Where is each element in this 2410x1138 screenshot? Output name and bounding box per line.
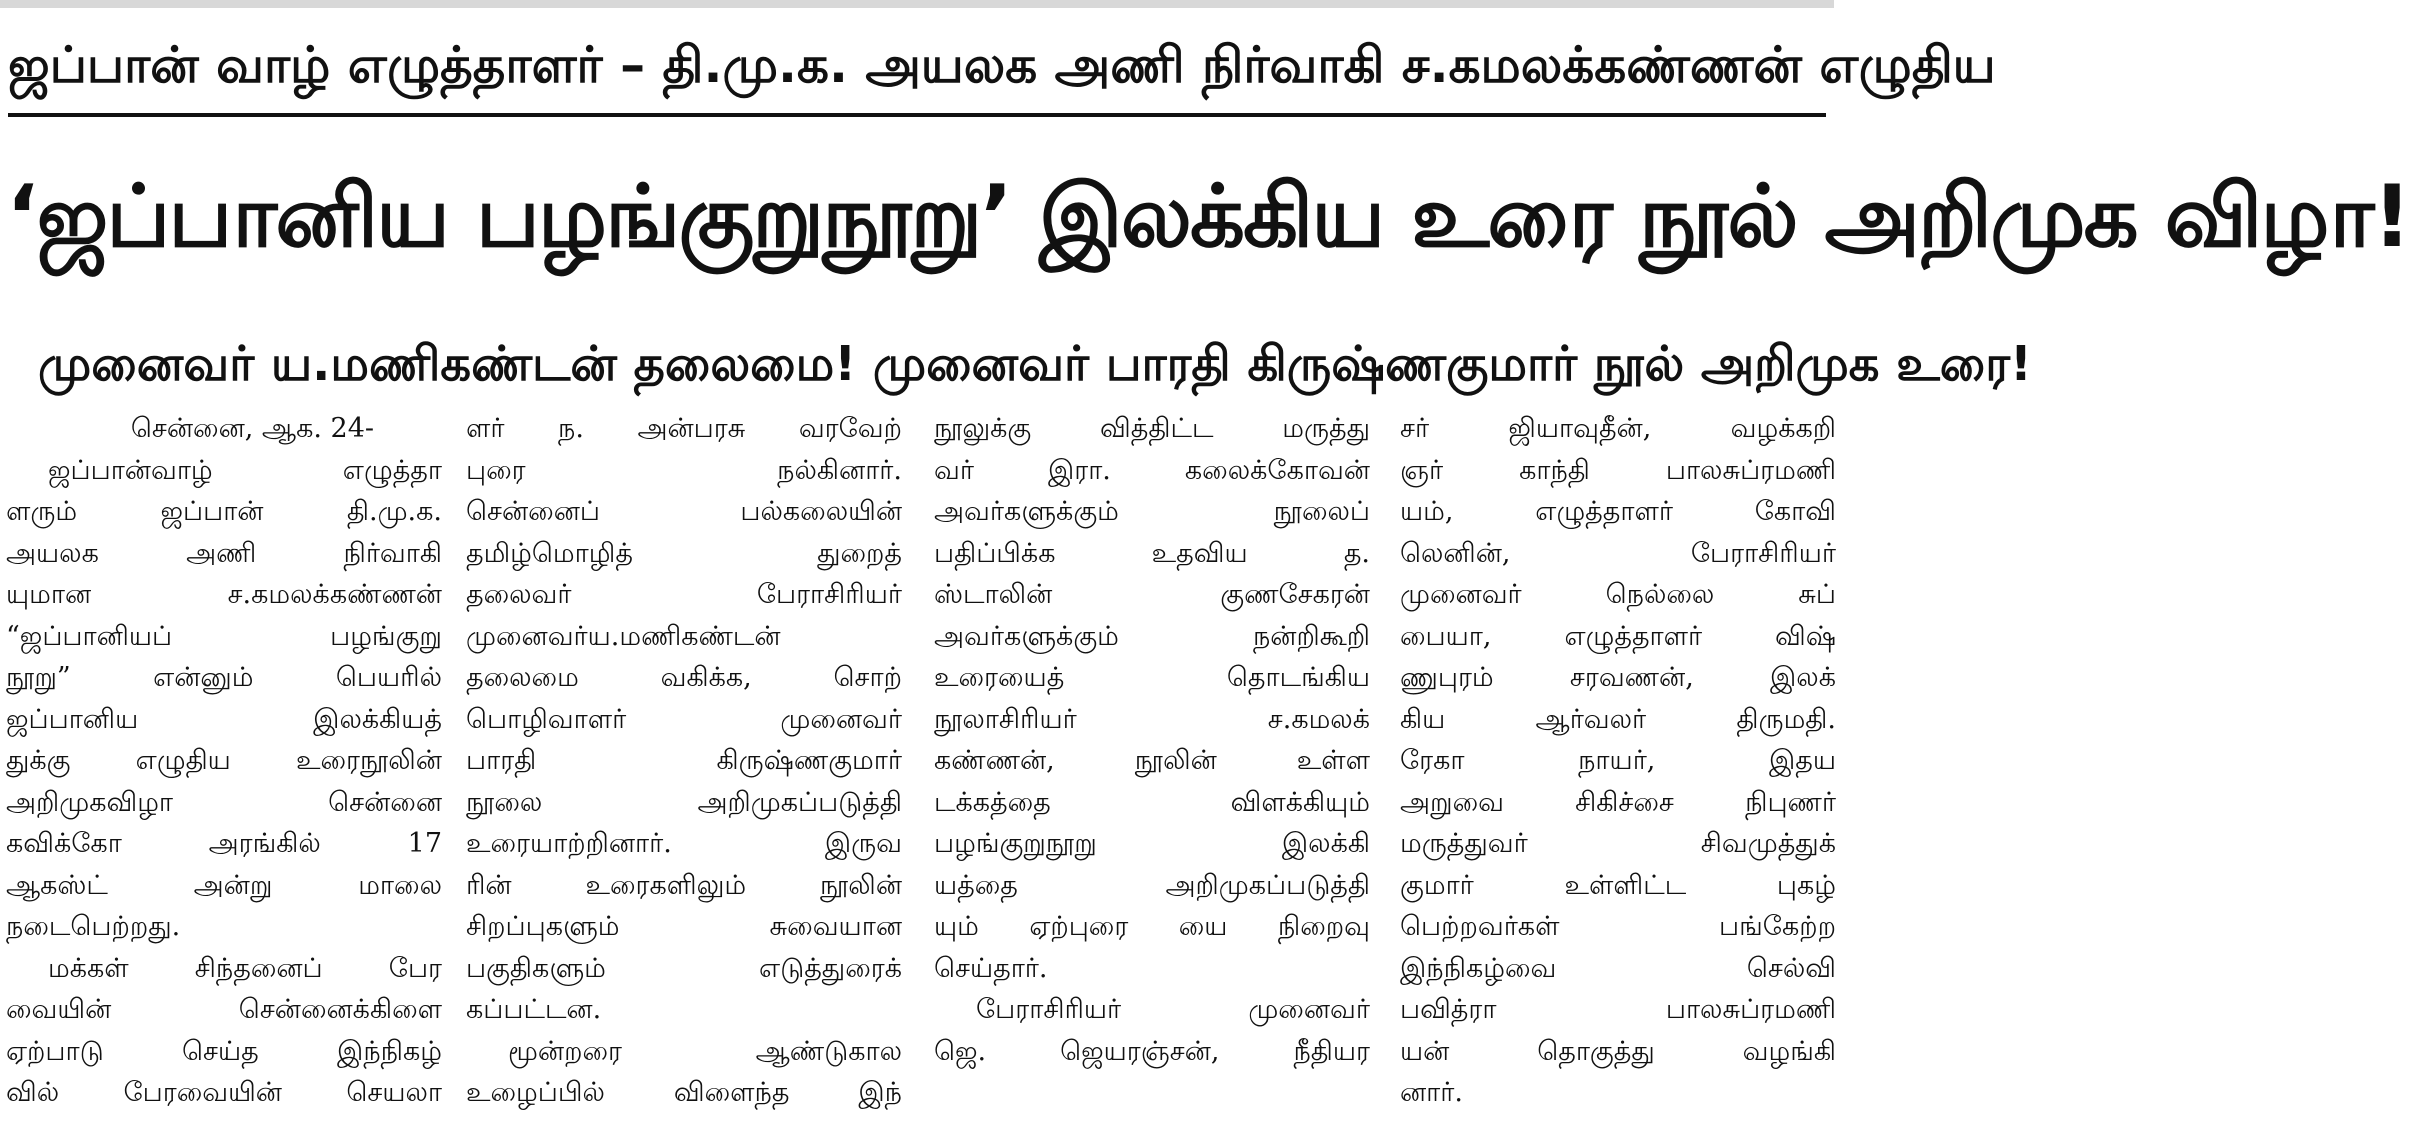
body-line: பொழிவாளர் முனைவர் — [466, 703, 902, 735]
body-line: ஏற்பாடு செய்த இந்நிகழ் — [6, 1035, 442, 1067]
body-line: ஆகஸ்ட் அன்று மாலை — [6, 869, 442, 901]
body-line: இந்நிகழ்வை செல்வி — [1400, 952, 1836, 984]
article-body — [6, 408, 1836, 1138]
body-line: நூலுக்கு வித்திட்ட மருத்து — [934, 413, 1370, 444]
article-column-1 — [6, 408, 442, 1138]
body-line: துக்கு எழுதிய உரைநூலின் — [6, 745, 442, 776]
body-line: மக்கள் சிந்தனைப் பேர — [48, 952, 442, 984]
article-subheadline: முனைவர் ய.மணிகண்டன் தலைமை! முனைவர் பாரதி கிருஷ்ணகுமார் நூல் அறிமுக உரை! — [38, 336, 2032, 392]
body-line: ரின் உரைகளிலும் நூலின் — [466, 869, 902, 901]
body-line: சிறப்புகளும் சுவையான — [466, 911, 902, 942]
body-line: மூன்றரை ஆண்டுகால — [508, 1035, 902, 1067]
body-line: “ஜப்பானியப் பழங்குறு — [6, 620, 442, 652]
body-line: கண்ணன், நூலின் உள்ள — [934, 745, 1370, 776]
body-line: நூலை அறிமுகப்படுத்தி — [466, 786, 902, 818]
article-kicker: ஜப்பான் வாழ் எழுத்தாளர் – தி.மு.க. அயலக அணி நிர்வாகி ச.கமலக்கண்ணன் எழுதிய — [8, 36, 1996, 94]
body-line: ளர் ந. அன்பரசு வரவேற் — [466, 413, 902, 444]
body-line: தமிழ்மொழித் துறைத் — [466, 537, 902, 569]
body-line: நூலாசிரியர் ச.கமலக் — [934, 703, 1370, 735]
body-line: யன் தொகுத்து வழங்கி — [1400, 1035, 1836, 1067]
body-line: சென்னைப் பல்கலையின் — [466, 496, 902, 527]
body-line: முனைவர் நெல்லை சுப் — [1400, 579, 1836, 610]
article-column-2 — [466, 408, 902, 1138]
body-line: ளரும் ஜப்பான் தி.மு.க. — [6, 496, 442, 527]
body-line: ஜப்பான்வாழ் எழுத்தா — [48, 454, 442, 486]
body-line: வர் இரா. கலைக்கோவன் — [934, 454, 1370, 486]
dateline: சென்னை, ஆக. 24- — [130, 413, 374, 444]
body-line: தலைமை வகிக்க, சொற் — [466, 662, 902, 693]
body-line: டக்கத்தை விளக்கியும் — [934, 786, 1370, 818]
body-line: அறிமுகவிழா சென்னை — [6, 786, 442, 818]
body-line: நடைபெற்றது. — [6, 911, 181, 942]
body-line: பகுதிகளும் எடுத்துரைக் — [466, 952, 902, 984]
body-line: யம், எழுத்தாளர் கோவி — [1400, 496, 1836, 527]
body-line: முனைவர்ய.மணிகண்டன் — [466, 620, 781, 652]
body-line: செய்தார். — [934, 952, 1048, 984]
article-column-4 — [1400, 408, 1836, 1138]
body-line: பதிப்பிக்க உதவிய த. — [934, 537, 1370, 569]
body-line: ஜப்பானிய இலக்கியத் — [6, 703, 442, 735]
body-line: அறுவை சிகிச்சை நிபுணர் — [1400, 786, 1836, 818]
body-line: ஸ்டாலின் குணசேகரன் — [934, 579, 1370, 610]
body-line: ணுபுரம் சரவணன், இலக் — [1400, 662, 1836, 693]
cropped-top-strip — [0, 0, 1834, 8]
body-line: வில் பேரவையின் செயலா — [6, 1077, 442, 1108]
body-line: பேராசிரியர் முனைவர் — [976, 994, 1370, 1025]
body-line: யத்தை அறிமுகப்படுத்தி — [934, 869, 1370, 901]
article-column-3 — [934, 408, 1370, 1138]
body-line: னார். — [1400, 1077, 1463, 1108]
body-line: நூறு” என்னும் பெயரில் — [6, 662, 442, 693]
body-line: லெனின், பேராசிரியர் — [1400, 537, 1836, 569]
body-line: பழங்குறுநூறு இலக்கி — [934, 828, 1370, 859]
body-line: மருத்துவர் சிவமுத்துக் — [1400, 828, 1836, 859]
body-line: உரையாற்றினார். இருவ — [466, 828, 902, 859]
body-line: ரேகா நாயர், இதய — [1400, 745, 1836, 776]
body-line: வையின் சென்னைக்கிளை — [6, 994, 442, 1025]
kicker-rule — [8, 113, 1826, 117]
body-line: தலைவர் பேராசிரியர் — [466, 579, 902, 610]
body-line: கிய ஆர்வலர் திருமதி. — [1400, 703, 1836, 735]
article-headline: ‘ஜப்பானிய பழங்குறுநூறு’ இலக்கிய உரை நூல் அறிமுக விழா! — [6, 167, 2410, 267]
body-line: யுமான ச.கமலக்கண்ணன் — [6, 579, 442, 610]
body-line: குமார் உள்ளிட்ட புகழ் — [1400, 869, 1836, 901]
body-line: பாரதி கிருஷ்ணகுமார் — [466, 745, 902, 776]
body-line: பையா, எழுத்தாளர் விஷ் — [1400, 620, 1836, 652]
body-line: பவித்ரா பாலசுப்ரமணி — [1400, 994, 1836, 1025]
body-line: அயலக அணி நிர்வாகி — [6, 537, 442, 569]
body-line: சர் ஜியாவுதீன், வழக்கறி — [1400, 413, 1836, 444]
body-line: உரையைத் தொடங்கிய — [934, 662, 1370, 693]
body-line: யும் ஏற்புரை யை நிறைவு — [934, 911, 1370, 942]
body-line: ஜெ. ஜெயரஞ்சன், நீதியர — [934, 1035, 1370, 1067]
body-line: கப்பட்டன. — [466, 994, 602, 1025]
body-line: அவர்களுக்கும் நன்றிகூறி — [934, 620, 1370, 652]
body-line: பெற்றவர்கள் பங்கேற்ற — [1400, 911, 1836, 942]
body-line: ஞர் காந்தி பாலசுப்ரமணி — [1400, 454, 1836, 486]
body-line: உழைப்பில் விளைந்த இந் — [466, 1077, 902, 1108]
body-line: கவிக்கோ அரங்கில் 17 — [6, 828, 442, 859]
body-line: புரை நல்கினார். — [466, 454, 902, 486]
body-line: அவர்களுக்கும் நூலைப் — [934, 496, 1370, 527]
